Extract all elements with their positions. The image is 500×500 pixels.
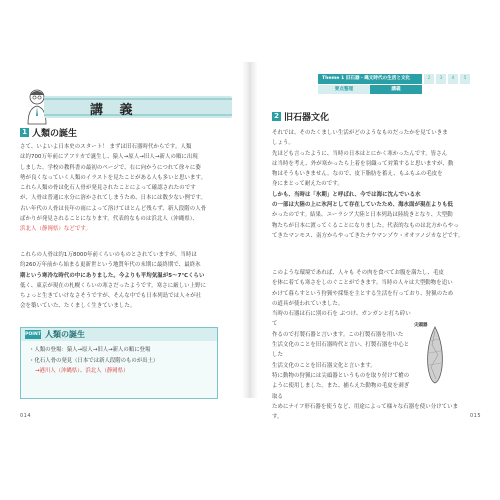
text-line: ばかりが発見されることになります。代表的なものは浜北人（沖縄県）、 [20, 216, 199, 223]
theme-sub-tabs [318, 85, 422, 94]
section-title: 人類の誕生 [32, 129, 78, 139]
text-line: 作るので打製石器と言います。この打製石器を用いた [272, 331, 404, 338]
text-line: 会を築いていた、たくましく生きていました。 [20, 303, 136, 310]
text-line: かけて暮らすという狩猟や採集を主とする生活を行っており、狩猟のため [272, 290, 454, 297]
text-line: 当時の石器は石に別の石を ぶつけ、ガンガンと打ち砕いて [272, 311, 411, 328]
point-lines [29, 345, 158, 377]
text-line: 浜北人（静岡県）などです。 [20, 226, 91, 233]
point-line: ・化石人骨の発見（日本では新人段階のものが出土） [29, 357, 159, 364]
text-line: 低く、東京が現在の札幌くらいの寒さだったようです。寒さに厳しい上野に [20, 282, 207, 289]
text-line: しかも、当時は「氷期」と呼ばれ、今では海に沈んでいる水 [272, 191, 421, 198]
page-number-right: 015 [470, 413, 482, 419]
text-line: さて、いよいよ日本史のスタート！ まずは旧石器時代からです。人類 [20, 144, 192, 150]
lecture-title: 講 義 [90, 103, 139, 118]
text-line: 期という寒冷な時代の中にありました。今よりも平均気温が5～7℃くらい [20, 272, 205, 279]
text-line: ためにナイフ形石器を使うなど、用途によって様々な石器を使い分けていま [272, 403, 459, 410]
section-title: 旧石器文化 [284, 113, 330, 123]
text-line: 特に動物の狩猟には尖頭器というものを取り付けて槍の [272, 372, 410, 379]
theme-bar: Theme 1 旧石器・縄文時代の生活と文化 [318, 74, 422, 84]
text-line: ように使用しました。また、捕らえた動物の毛皮を剥ぎ取る [272, 383, 410, 400]
theme-number: 4 [448, 74, 458, 84]
text-line: このような環境であれば、人々も その肉を食べてお腹を満たし、毛皮 [272, 270, 445, 276]
theme-number-tabs [424, 74, 470, 84]
theme-number: 2 [424, 74, 434, 84]
text-line: を体に着ても寒さをしのぐことができます。当時の人々は大型動物を追い [272, 280, 453, 287]
text-line: す。 [272, 414, 283, 421]
text-line: 物たちが日本に渡ってくることになりました。代表的なものは北方からやっ [272, 222, 459, 229]
theme-number: 3 [436, 74, 446, 84]
text-line: しょう。 [272, 140, 294, 147]
text-line: の一部は大陸の上に氷河として存在していたため、海水面が現在よりも低 [272, 202, 453, 209]
text-line: 勢が良くなっていく人類のイラストを見たことがある人も多いと思います。 [20, 174, 207, 181]
text-line: 物はそうもいきません。なので、皮下脂肪を蓄え、もふもふの毛皮を [272, 171, 443, 178]
theme-number: 5 [460, 74, 470, 84]
text-line: が、人骨は普通に水分に溶かされてしまうため、日本には数少ない例です。 [20, 195, 207, 202]
text-line: 身にまとって耐えたのです。 [272, 181, 343, 188]
book-gutter [242, 62, 258, 398]
point-summary-box [20, 327, 218, 399]
point-title: 人類の誕生 [45, 330, 85, 339]
text-line: 約260万年前から始まる更新世という地質年代の末期に最終期で、最終氷 [20, 262, 201, 269]
section-heading-human-origin [20, 126, 77, 139]
section-number: 1 [20, 128, 29, 137]
text-line: てきたマンモス、南方からやってきたナウマンゾウ・オオツノジカなどです。 [272, 232, 464, 239]
text-line: ちょっと生きていけなさそうですが、そんな中でも日本列島では人々が社 [20, 293, 202, 300]
section-number: 2 [272, 112, 281, 121]
point-tag: POINT [25, 332, 41, 337]
text-line: 古い年代の人骨は長年の雨によって溶けてほとんど残らず、新人段階の人骨 [20, 205, 207, 212]
point-line: →港川人（沖縄県）、浜北人（静岡県） [35, 368, 129, 374]
point-header [21, 328, 217, 341]
tab-summary: 要点整理 [318, 85, 370, 94]
text-line: かったのです。結果、ユーラシア大陸と日本列島は陸続きとなり、大型動 [272, 212, 453, 219]
text-line: 生活文化のことを旧石器時代と言い、打製石器を中心とした [272, 342, 410, 359]
text-line: 生活文化のことを旧石器文化と言います。 [272, 362, 376, 369]
paragraph-human-origin [20, 142, 234, 235]
text-line: は当時を考え、外が寒かったら上着を羽織って対策すると思いますが、動 [272, 160, 454, 167]
text-line: これら人類の骨は化石人骨が発見されたことによって確認されたのです [20, 185, 196, 192]
text-line: これらの人骨は約1万8000年前くらいのものとされていますが、当時は [20, 252, 197, 258]
spear-point-illustration [420, 325, 450, 385]
tab-lecture: 講義 [370, 85, 422, 94]
paragraph-paleolithic-life [272, 128, 486, 241]
text-line: 先ほども言ったように、当時の日本はとにかく寒かったんです。皆さん [272, 150, 448, 157]
artifact-label: 尖頭器 [414, 323, 428, 328]
page-number-left: 014 [20, 413, 32, 419]
point-line: ・人類の登場：猿人→原人→旧人→新人の順に登場 [29, 347, 151, 353]
paragraph-ice-age [20, 250, 234, 312]
text-line: は約700万年前にアフリカで誕生し、猿人→原人→旧人→新人の順に出現 [20, 154, 198, 161]
text-line: の道具が使われていました。 [272, 300, 344, 307]
text-line: それでは、そのたくましい生活がどのようなものだったかを見ていきま [272, 130, 448, 136]
text-line: しました。学校の教科書の最初のページで、右に向かうにつれて徐々に姿 [20, 164, 201, 171]
section-heading-paleolithic [272, 110, 329, 123]
paragraph-stone-tools [272, 268, 486, 422]
